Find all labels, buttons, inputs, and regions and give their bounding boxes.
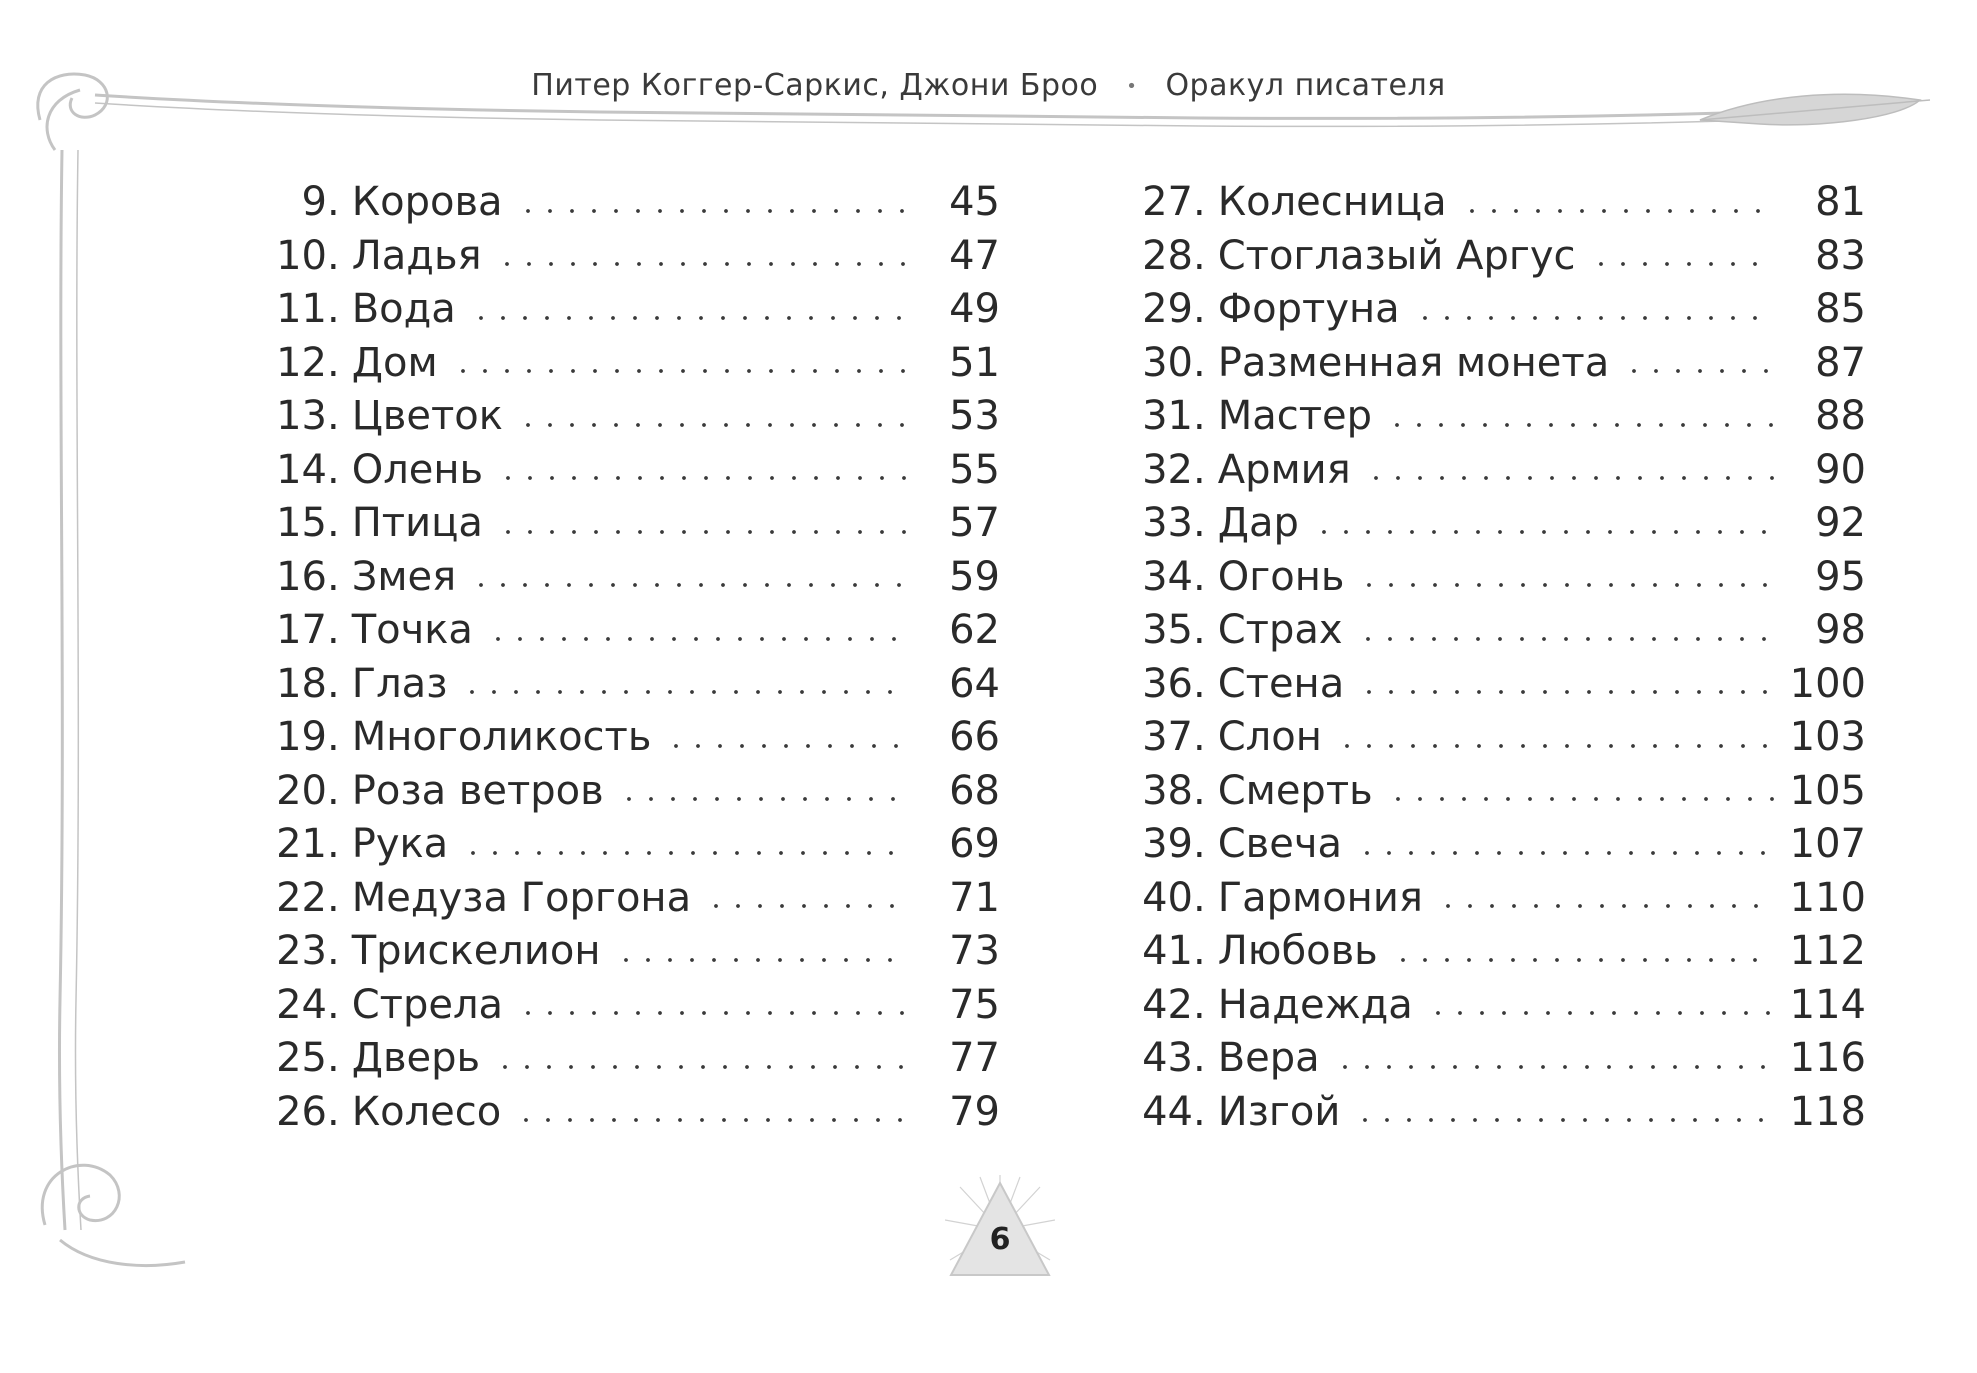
toc-entry-page: 105 [1789, 767, 1866, 814]
toc-entry-title: Рука [351, 821, 449, 868]
toc-entry-number: 39 [1142, 821, 1193, 868]
toc-dot-leader [462, 848, 908, 858]
toc-entry-number-dot: . [327, 767, 340, 814]
toc-entry-number-dot: . [1193, 1035, 1206, 1082]
toc-entry-number: 25 [276, 1035, 327, 1082]
toc-entry-title: Любовь [1217, 928, 1378, 975]
page-number: 6 [989, 1222, 1011, 1257]
toc-entry-number: 19 [276, 714, 327, 761]
toc-entry-number-dot: . [1193, 179, 1206, 226]
toc-entry-number: 14 [276, 446, 327, 493]
toc-entry-number-dot: . [327, 1035, 340, 1082]
toc-dot-leader [452, 366, 908, 376]
toc-dot-leader [470, 313, 908, 323]
toc-entry-number: 30 [1142, 339, 1193, 386]
toc-entry [252, 551, 1000, 605]
toc-entry-title: Разменная монета [1217, 339, 1610, 386]
toc-entry-number-dot: . [1193, 339, 1206, 386]
toc-dot-leader [1437, 901, 1774, 911]
toc-entry-title: Смерть [1217, 767, 1373, 814]
toc-entry [252, 925, 1000, 979]
toc-entry [1118, 765, 1866, 819]
toc-entry [1118, 390, 1866, 444]
toc-entry-page: 112 [1789, 928, 1866, 975]
toc-entry-page: 114 [1789, 981, 1866, 1028]
toc-entry-page: 47 [949, 232, 1000, 279]
toc-entry [1118, 711, 1866, 765]
toc-entry-page: 64 [949, 660, 1000, 707]
toc-entry-page: 83 [1815, 232, 1866, 279]
toc-entry-number-dot: . [327, 874, 340, 921]
toc-entry-number: 23 [276, 928, 327, 975]
toc-entry-page: 90 [1815, 446, 1866, 493]
toc-entry [252, 604, 1000, 658]
toc-entry-title: Стена [1217, 660, 1345, 707]
toc-entry-number-dot: . [1193, 393, 1206, 440]
toc-entry-number: 38 [1142, 767, 1193, 814]
toc-entry-page: 118 [1789, 1088, 1866, 1135]
toc-entry-page: 100 [1789, 660, 1866, 707]
toc-entry-number-dot: . [1193, 607, 1206, 654]
toc-dot-leader [497, 473, 908, 483]
toc-dot-leader [1461, 206, 1774, 216]
toc-dot-leader [470, 580, 908, 590]
toc-entry-number: 43 [1142, 1035, 1193, 1082]
toc-entry-number: 11 [276, 286, 327, 333]
toc-entry-number-dot: . [1193, 553, 1206, 600]
toc-entry-number: 32 [1142, 446, 1193, 493]
toc-dot-leader [1387, 794, 1774, 804]
toc-entry-number-dot: . [327, 339, 340, 386]
header-book-title: Оракул писателя [1165, 68, 1446, 103]
toc-entry [252, 711, 1000, 765]
toc-entry-number: 16 [276, 553, 327, 600]
toc-entry-number: 44 [1142, 1088, 1193, 1135]
header-separator: • [1126, 76, 1138, 97]
toc-entry-page: 88 [1815, 393, 1866, 440]
toc-entry-page: 49 [949, 286, 1000, 333]
toc-entry [1118, 925, 1866, 979]
toc-dot-leader [1392, 955, 1774, 965]
toc-entry [1118, 818, 1866, 872]
toc-column-left [252, 176, 1000, 1139]
toc-dot-leader [1427, 1008, 1774, 1018]
toc-entry-number: 42 [1142, 981, 1193, 1028]
toc-entry [252, 283, 1000, 337]
toc-dot-leader [1358, 687, 1774, 697]
toc-entry-title: Слон [1217, 714, 1322, 761]
toc-dot-leader [1365, 473, 1774, 483]
toc-entry-title: Стрела [351, 981, 504, 1028]
toc-entry-number-dot: . [1193, 821, 1206, 868]
toc-entry [252, 872, 1000, 926]
toc-entry-page: 45 [949, 179, 1000, 226]
toc-dot-leader [515, 1115, 908, 1125]
toc-entry-number-dot: . [327, 981, 340, 1028]
toc-entry-page: 66 [949, 714, 1000, 761]
toc-entry-title: Вода [351, 286, 456, 333]
toc-entry-page: 75 [949, 981, 1000, 1028]
toc-dot-leader [517, 206, 908, 216]
toc-dot-leader [487, 634, 908, 644]
toc-entry-title: Цветок [351, 393, 503, 440]
toc-entry-title: Точка [351, 607, 473, 654]
toc-entry-title: Дверь [351, 1035, 481, 1082]
toc-entry [252, 497, 1000, 551]
toc-entry-number: 41 [1142, 928, 1193, 975]
toc-entry-page: 53 [949, 393, 1000, 440]
toc-dot-leader [1623, 366, 1774, 376]
toc-entry-page: 59 [949, 553, 1000, 600]
toc-dot-leader [1334, 1062, 1774, 1072]
toc-entry-title: Многоликость [351, 714, 652, 761]
toc-entry [252, 230, 1000, 284]
toc-entry [1118, 1086, 1866, 1140]
toc-entry-number: 24 [276, 981, 327, 1028]
toc-entry [252, 176, 1000, 230]
toc-entry-number-dot: . [327, 393, 340, 440]
toc-entry-number: 22 [276, 874, 327, 921]
toc-entry-number-dot: . [1193, 660, 1206, 707]
toc-entry-title: Страх [1217, 607, 1343, 654]
toc-dot-leader [665, 741, 908, 751]
toc-entry-title: Надежда [1217, 981, 1413, 1028]
toc-entry [252, 818, 1000, 872]
toc-entry-number: 37 [1142, 714, 1193, 761]
toc-entry-number: 20 [276, 767, 327, 814]
toc-entry-number: 21 [276, 821, 327, 868]
toc-entry [1118, 176, 1866, 230]
toc-entry [1118, 497, 1866, 551]
toc-entry-number-dot: . [1193, 928, 1206, 975]
running-header [0, 68, 1977, 103]
toc-entry-page: 85 [1815, 286, 1866, 333]
toc-dot-leader [1590, 259, 1774, 269]
toc-dot-leader [1356, 848, 1774, 858]
toc-dot-leader [461, 687, 908, 697]
toc-dot-leader [1313, 527, 1774, 537]
toc-entry-page: 77 [949, 1035, 1000, 1082]
toc-entry-page: 57 [949, 500, 1000, 547]
toc-dot-leader [517, 420, 908, 430]
toc-entry-number: 35 [1142, 607, 1193, 654]
toc-entry-number: 28 [1142, 232, 1193, 279]
toc-entry-page: 68 [949, 767, 1000, 814]
toc-dot-leader [1414, 313, 1774, 323]
toc-entry-number: 33 [1142, 500, 1193, 547]
toc-entry [1118, 604, 1866, 658]
toc-entry-title: Гармония [1217, 874, 1423, 921]
toc-entry-title: Колесо [351, 1088, 502, 1135]
toc-entry [1118, 872, 1866, 926]
toc-entry-title: Корова [351, 179, 503, 226]
toc-entry-number-dot: . [327, 286, 340, 333]
toc-entry [1118, 444, 1866, 498]
toc-entry-number: 40 [1142, 874, 1193, 921]
toc-entry [252, 1086, 1000, 1140]
toc-entry-number: 31 [1142, 393, 1193, 440]
toc-entry-title: Свеча [1217, 821, 1342, 868]
toc-entry [1118, 979, 1866, 1033]
toc-entry-title: Медуза Горгона [351, 874, 692, 921]
toc-entry-page: 92 [1815, 500, 1866, 547]
toc-entry-title: Роза ветров [351, 767, 604, 814]
toc-entry-number-dot: . [1193, 1088, 1206, 1135]
toc-column-right [1118, 176, 1866, 1139]
header-authors: Питер Коггер-Саркис, Джони Броо [531, 68, 1099, 103]
toc-entry-page: 87 [1815, 339, 1866, 386]
toc-entry-number: 26 [276, 1088, 327, 1135]
toc-entry-number-dot: . [327, 821, 340, 868]
toc-entry-number-dot: . [1193, 286, 1206, 333]
toc-entry-number: 18 [276, 660, 327, 707]
toc-dot-leader [517, 1008, 908, 1018]
toc-dot-leader [496, 259, 908, 269]
toc-entry [252, 658, 1000, 712]
toc-entry-number-dot: . [327, 232, 340, 279]
toc-entry-number-dot: . [1193, 874, 1206, 921]
toc-dot-leader [705, 901, 908, 911]
toc-entry-title: Глаз [351, 660, 448, 707]
toc-entry-title: Трискелион [351, 928, 601, 975]
toc-entry-number-dot: . [1193, 767, 1206, 814]
toc-entry-number-dot: . [1193, 981, 1206, 1028]
toc-entry [1118, 658, 1866, 712]
toc-entry-page: 103 [1789, 714, 1866, 761]
toc-entry-number: 12 [276, 339, 327, 386]
toc-entry-number-dot: . [1193, 500, 1206, 547]
toc-entry-title: Змея [351, 553, 457, 600]
toc-entry-number-dot: . [1193, 232, 1206, 279]
toc-entry-number: 36 [1142, 660, 1193, 707]
toc-entry-page: 79 [949, 1088, 1000, 1135]
toc-entry [1118, 337, 1866, 391]
toc-entry-page: 81 [1815, 179, 1866, 226]
toc-entry-number: 13 [276, 393, 327, 440]
toc-entry [252, 979, 1000, 1033]
toc-entry [1118, 1032, 1866, 1086]
toc-entry-title: Армия [1217, 446, 1351, 493]
toc-entry-title: Стоглазый Аргус [1217, 232, 1576, 279]
toc-entry-title: Огонь [1217, 553, 1345, 600]
toc-entry [252, 765, 1000, 819]
toc-entry [1118, 551, 1866, 605]
toc-entry-page: 98 [1815, 607, 1866, 654]
toc-entry-page: 95 [1815, 553, 1866, 600]
toc-entry-title: Олень [351, 446, 484, 493]
toc-entry-number: 27 [1142, 179, 1193, 226]
toc-entry-page: 107 [1789, 821, 1866, 868]
toc-entry [1118, 230, 1866, 284]
toc-entry-number: 10 [276, 232, 327, 279]
toc-entry-number-dot: . [327, 607, 340, 654]
toc-entry [252, 337, 1000, 391]
toc-entry-number-dot: . [327, 553, 340, 600]
toc-entry-title: Ладья [351, 232, 482, 279]
toc-entry-title: Фортуна [1217, 286, 1400, 333]
toc-dot-leader [618, 794, 908, 804]
toc-entry-title: Колесница [1217, 179, 1447, 226]
toc-entry-page: 116 [1789, 1035, 1866, 1082]
toc-entry-number: 9 [301, 179, 327, 226]
toc-dot-leader [1358, 580, 1774, 590]
toc-entry-number: 15 [276, 500, 327, 547]
toc-entry [1118, 283, 1866, 337]
toc-entry-page: 110 [1789, 874, 1866, 921]
toc-entry-number-dot: . [327, 500, 340, 547]
toc-entry-title: Дар [1217, 500, 1299, 547]
toc-entry-number-dot: . [1193, 446, 1206, 493]
toc-entry-number-dot: . [327, 179, 340, 226]
toc-entry-title: Дом [351, 339, 438, 386]
toc-entry-number-dot: . [327, 660, 340, 707]
toc-entry-page: 51 [949, 339, 1000, 386]
toc-entry-number-dot: . [327, 714, 340, 761]
toc-entry-title: Изгой [1217, 1088, 1341, 1135]
toc-entry-number-dot: . [327, 1088, 340, 1135]
toc-entry-page: 73 [949, 928, 1000, 975]
toc-dot-leader [1336, 741, 1774, 751]
toc-dot-leader [1357, 634, 1774, 644]
toc-dot-leader [494, 1062, 908, 1072]
toc-entry-page: 62 [949, 607, 1000, 654]
toc-entry-number-dot: . [327, 446, 340, 493]
toc-entry-title: Птица [351, 500, 483, 547]
toc-dot-leader [615, 955, 909, 965]
toc-entry [252, 444, 1000, 498]
toc-entry-number: 34 [1142, 553, 1193, 600]
toc-entry-page: 71 [949, 874, 1000, 921]
toc-dot-leader [497, 527, 908, 537]
toc-entry-title: Вера [1217, 1035, 1320, 1082]
toc-entry-number: 17 [276, 607, 327, 654]
toc-entry-number-dot: . [1193, 714, 1206, 761]
toc-entry [252, 390, 1000, 444]
toc-dot-leader [1354, 1115, 1774, 1125]
toc-dot-leader [1386, 420, 1774, 430]
toc-entry [252, 1032, 1000, 1086]
toc-entry-title: Мастер [1217, 393, 1373, 440]
toc-entry-page: 55 [949, 446, 1000, 493]
toc-entry-number: 29 [1142, 286, 1193, 333]
toc-entry-number-dot: . [327, 928, 340, 975]
toc-entry-page: 69 [949, 821, 1000, 868]
